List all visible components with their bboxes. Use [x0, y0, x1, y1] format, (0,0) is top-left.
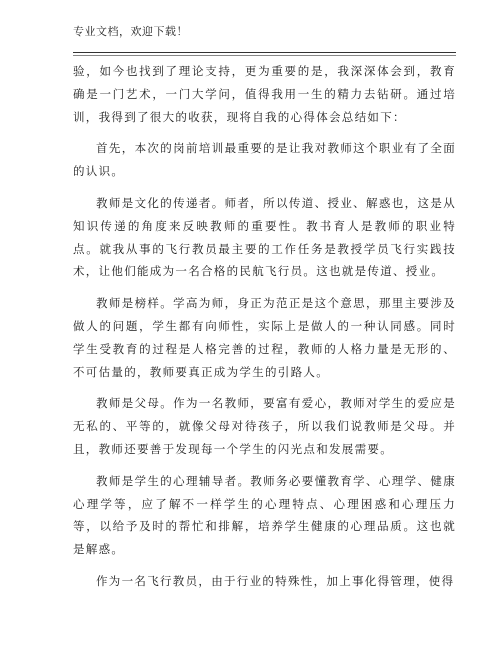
paragraph-1: 验，如今也找到了理论支持，更为重要的是，我深深体会到，教育确是一门艺术，一门大学问，值得我用一生的精力去钻研。通过培训，我得到了很大的收获，现将自我的心得体会总结如下： [73, 64, 456, 124]
paragraph-5: 教师是父母。作为一名教师，要富有爱心，教师对学生的爱应是无私的、平等的，就像父母对待孩子，所以我们说教师是父母。并且，教师还要善于发现每一个学生的闪光点和发展需要。 [73, 396, 456, 456]
page-header: 专业文档，欢迎下载！ [73, 25, 188, 38]
paragraph-4: 教师是榜样。学高为师，身正为范正是这个意思，那里主要涉及做人的问题，学生都有向师性，实际上是做人的一种认同感。同时学生受教育的过程是人格完善的过程，教师的人格力量是无形的、不可估量的，教师要真正成为学生的引路人。 [73, 296, 456, 379]
paragraph-7: 作为一名飞行教员，由于行业的特殊性，加上事化得管理，使得 [96, 573, 455, 588]
header-divider [73, 52, 456, 53]
document-body [73, 60, 456, 602]
paragraph-3: 教师是文化的传递者。师者，所以传道、授业、解惑也，这是从知识传递的角度来反映教师的重要性。教书育人是教师的职业特点。就我从事的飞行教员最主要的工作任务是教授学员飞行实践技术，让他们能成为一名合格的民航飞行员。这也就是传道、授业。 [73, 195, 456, 279]
paragraph-6: 教师是学生的心理辅导者。教师务必要懂教育学、心理学、健康心理学等，应了解不一样学生的心理特点、心理困惑和心理压力等，以给予及时的帮忙和排解，培养学生健康的心理品质。这也就是解惑。 [73, 473, 456, 557]
header-divider-thin [73, 55, 456, 56]
paragraph-2: 首先，本次的岗前培训最重要的是让我对教师这个职业有了全面的认识。 [73, 141, 456, 179]
